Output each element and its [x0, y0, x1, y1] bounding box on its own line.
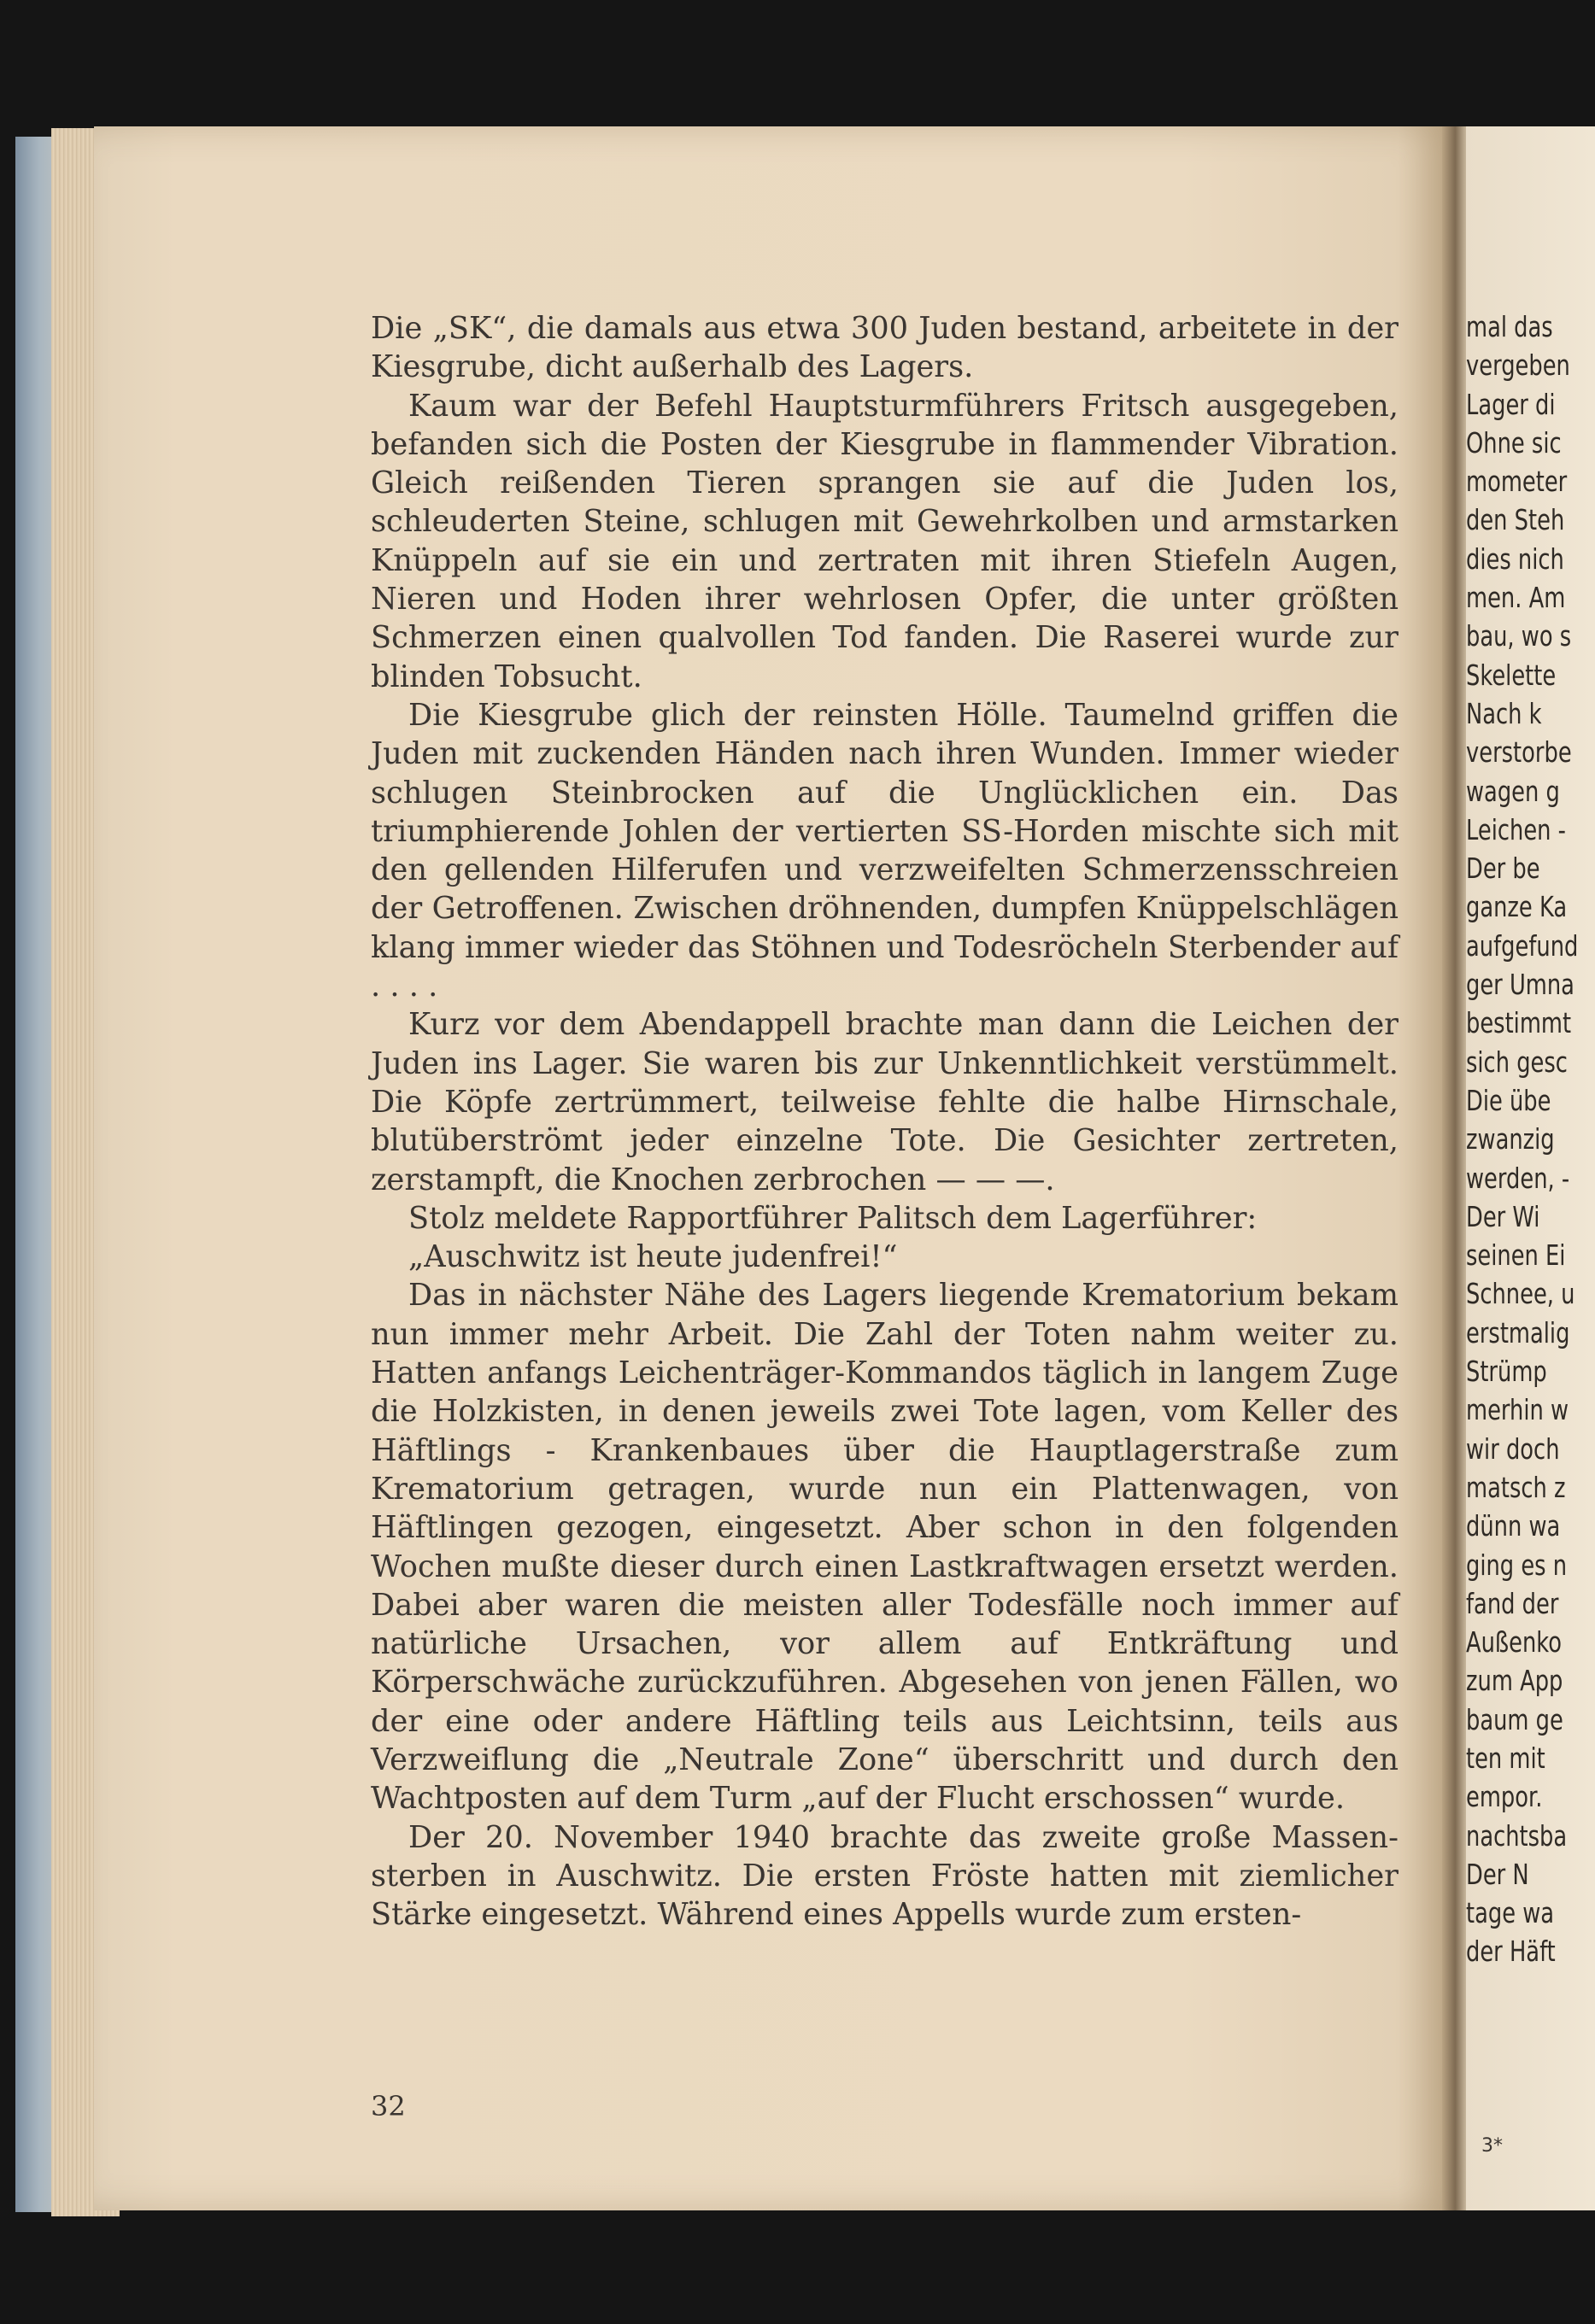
facing-page-line: werden, - — [1466, 1161, 1570, 1195]
facing-page-line: Außenko — [1466, 1625, 1563, 1660]
facing-page-line: aufgefund — [1466, 928, 1579, 963]
facing-page-line: Ohne sic — [1466, 425, 1562, 460]
paragraph: Das in nächster Nähe des Lagers liegende Krematorium bekam nun immer mehr Arbeit. Die Zahl der Toten nahm weiter zu. Hatten anfangs Leichenträger-Kommandos täglich in langem Zuge die Holzkisten, in denen jeweils zwei Tote lagen, vom Keller des Häftlings - Krankenbaues über die Hauptlagerstraße zum Krematorium getragen, wurde nun ein Plattenwagen, von Häftlingen gezogen, eingesetzt. Aber schon in den folgenden Wochen mußte dieser durch einen Lastkraftwagen ersetzt werden. Dabei aber waren die meisten aller Todesfälle noch immer auf natürliche Ursachen, vor allem auf Entkräftung und Körperschwäche zurückzuführen. Abgesehen von jenen Fällen, wo der eine oder andere Häftling teils aus Leichtsinn, teils aus Verzweiflung die „Neutrale Zone“ überschritt und durch den Wachtposten auf dem Turm „auf der Flucht erschossen“ wurde. — [371, 1278, 1399, 1817]
facing-page-line: fand der — [1466, 1586, 1559, 1620]
facing-page-line: dies nich — [1466, 541, 1564, 576]
facing-page-line: empor. — [1466, 1780, 1543, 1814]
paragraph: Stolz meldete Rapportführer Palitsch dem Lagerführer: — [408, 1200, 1258, 1236]
facing-page-line: tage wa — [1466, 1896, 1555, 1930]
facing-page-line: seinen Ei — [1466, 1238, 1566, 1273]
facing-page-line: men. Am — [1466, 581, 1566, 615]
facing-page-line: wir doch — [1466, 1431, 1560, 1466]
page-number: 32 — [371, 2090, 406, 2122]
paragraph: Kaum war der Befehl Hauptsturmführers Fritsch ausgegeben, befanden sich die Posten der Kiesgrube in flammender Vibration. Gleich reißenden Tieren sprangen sie auf die Juden los, schleuderten Steine, schlugen mit Gewehrkolben und armstarken Knüppeln auf sie ein und zertraten mit ihren Stiefeln Augen, Nieren und Hoden ihrer wehrlosen Opfer, die unter größten Schmerzen einen qualvollen Tod fanden. Die Raserei wurde zur blinden Tobsucht. — [371, 388, 1399, 694]
facing-page-line: Nach k — [1466, 696, 1542, 730]
paragraph: Die Kiesgrube glich der reinsten Hölle. Taumelnd griffen die Juden mit zuckenden Händen nach ihren Wunden. Immer wieder schlugen Steinbrocken auf die Unglücklichen ein. Das triumphierende Johlen der vertierten SS-Horden mischte sich mit den gellenden Hilferufen und verzweifelten Schmerzensschreien der Getroffenen. Zwischen dröhnenden, dumpfen Knüppelschlägen klang immer wieder das Stöhnen und Todesröcheln Sterbender auf . . . . — [371, 697, 1399, 1004]
paragraph: Kurz vor dem Abendappell brachte man dann die Leichen der Juden ins Lager. Sie waren bis zur Unkenntlichkeit verstümmelt. Die Köpfe zertrümmert, teilweise fehlte die halbe Hirnschale, blutüberströmt jeder einzelne Tote. Die Gesichter zertreten, zerstampft, die Knochen zerbrochen — — —. — [371, 1007, 1399, 1197]
facing-page-line: ganze Ka — [1466, 890, 1568, 924]
facing-page-text — [1466, 307, 1586, 1971]
facing-page-line: baum ge — [1466, 1702, 1563, 1736]
facing-page-line: ging es n — [1466, 1548, 1568, 1582]
facing-page-line: vergeben — [1466, 348, 1570, 383]
facing-page-line: dünn wa — [1466, 1509, 1561, 1543]
facing-page-line: den Steh — [1466, 503, 1565, 537]
facing-page-line: verstorbe — [1466, 735, 1572, 770]
facing-page-mark: 3* — [1481, 2135, 1503, 2157]
facing-page-line: Leichen - — [1466, 812, 1566, 846]
facing-page-line: Schnee, u — [1466, 1277, 1575, 1311]
paragraph: Die „SK“, die damals aus etwa 300 Juden bestand, arbeitete in der Kiesgrube, dicht außerhalb des Lagers. — [371, 311, 1399, 385]
facing-page-line: mometer — [1466, 465, 1568, 499]
paragraph: „Auschwitz ist heute judenfrei!“ — [408, 1239, 898, 1275]
facing-page-line: mal das — [1466, 310, 1553, 343]
facing-page — [1466, 126, 1595, 2210]
facing-page-line: Der N — [1466, 1857, 1529, 1891]
facing-page-line: bau, wo s — [1466, 619, 1572, 653]
facing-page-line: matsch z — [1466, 1470, 1566, 1504]
facing-page-line: Lager di — [1466, 387, 1556, 421]
facing-page-line: zwanzig — [1466, 1122, 1555, 1156]
facing-page-line: nachtsba — [1466, 1818, 1568, 1853]
facing-page-line: Strümp — [1466, 1355, 1547, 1389]
facing-page-line: erstmalig — [1466, 1315, 1570, 1349]
facing-page-line: Die übe — [1466, 1083, 1551, 1117]
facing-page-line: wagen g — [1466, 774, 1560, 808]
facing-page-line: Skelette — [1466, 658, 1557, 692]
book-gutter — [1442, 126, 1466, 2210]
facing-page-line: zum App — [1466, 1664, 1563, 1698]
facing-page-line: Der be — [1466, 852, 1540, 886]
facing-page-line: ger Umna — [1466, 968, 1574, 1002]
facing-page-line: bestimmt — [1466, 1006, 1572, 1040]
paragraph: Der 20. November 1940 brachte das zweite große Massensterben in Auschwitz. Die ersten Fröste hatten mit ziemlicher Stärke eingesetzt. Während eines Appells wurde zum ersten- — [371, 1819, 1399, 1933]
facing-page-line: ten mit — [1466, 1741, 1545, 1775]
facing-page-line: sich gesc — [1466, 1045, 1568, 1079]
page-body — [371, 309, 1399, 1934]
facing-page-line: Der Wi — [1466, 1199, 1540, 1233]
facing-page-line: der Häft — [1466, 1935, 1556, 1969]
facing-page-line: merhin w — [1466, 1393, 1569, 1427]
